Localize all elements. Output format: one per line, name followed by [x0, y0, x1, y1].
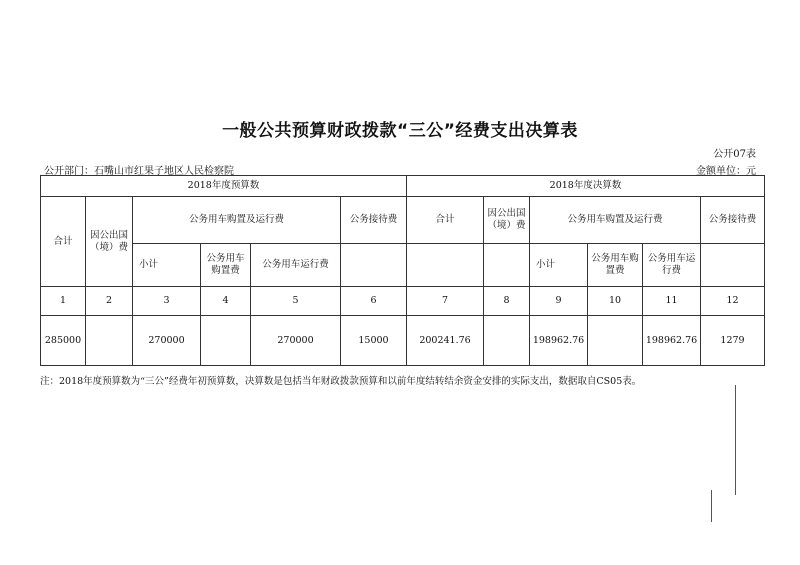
- margin-line: [735, 385, 736, 495]
- budget-subtotal-header: 小计: [133, 244, 201, 287]
- department-label: 公开部门：石嘴山市红果子地区人民检察院: [44, 166, 234, 177]
- column-number: 8: [484, 287, 530, 316]
- value-cell: 200241.76: [407, 316, 484, 366]
- footnote: 注：2018年度预算数为“三公”经费年初预算数，决算数是包括当年财政拨款预算和以前年度结转结余资金安排的实际支出，数据取自CS05表。: [40, 376, 642, 387]
- final-operation-header: 公务用车运行费: [643, 244, 701, 287]
- empty-cell: [484, 244, 530, 287]
- value-cell: 270000: [133, 316, 201, 366]
- margin-line: [711, 490, 712, 522]
- form-number: 公开07表: [713, 149, 756, 160]
- value-cell: 270000: [251, 316, 341, 366]
- final-group-header: 2018年度决算数: [407, 176, 765, 197]
- value-cell: [484, 316, 530, 366]
- column-number: 4: [201, 287, 251, 316]
- final-purchase-header: 公务用车购置费: [588, 244, 643, 287]
- value-cell: 1279: [701, 316, 765, 366]
- column-number: 9: [530, 287, 588, 316]
- column-number: 12: [701, 287, 765, 316]
- final-vehicle-header: 公务用车购置及运行费: [530, 197, 701, 244]
- column-number: 2: [86, 287, 133, 316]
- column-number: 10: [588, 287, 643, 316]
- budget-abroad-header: 因公出国（境）费: [86, 197, 133, 287]
- final-subtotal-header: 小计: [530, 244, 588, 287]
- budget-purchase-header: 公务用车购置费: [201, 244, 251, 287]
- amount-unit-label: 金额单位：元: [696, 166, 756, 177]
- column-number: 3: [133, 287, 201, 316]
- final-reception-header: 公务接待费: [701, 197, 765, 244]
- column-number: 1: [41, 287, 86, 316]
- final-total-header: 合计: [407, 197, 484, 244]
- table-row: [41, 316, 765, 366]
- value-cell: 285000: [41, 316, 86, 366]
- value-cell: [588, 316, 643, 366]
- page-title: 一般公共预算财政拨款“三公”经费支出决算表: [222, 121, 578, 141]
- budget-group-header: 2018年度预算数: [41, 176, 407, 197]
- column-number: 6: [341, 287, 407, 316]
- three-public-expenses-table: [40, 175, 765, 366]
- empty-cell: [407, 244, 484, 287]
- value-cell: [86, 316, 133, 366]
- column-number: 11: [643, 287, 701, 316]
- value-cell: 15000: [341, 316, 407, 366]
- final-abroad-header: 因公出国（境）费: [484, 197, 530, 244]
- column-number: 5: [251, 287, 341, 316]
- budget-total-header: 合计: [41, 197, 86, 287]
- value-cell: [201, 316, 251, 366]
- empty-cell: [341, 244, 407, 287]
- value-cell: 198962.76: [530, 316, 588, 366]
- empty-cell: [701, 244, 765, 287]
- budget-vehicle-header: 公务用车购置及运行费: [133, 197, 341, 244]
- value-cell: 198962.76: [643, 316, 701, 366]
- column-number: 7: [407, 287, 484, 316]
- budget-operation-header: 公务用车运行费: [251, 244, 341, 287]
- budget-reception-header: 公务接待费: [341, 197, 407, 244]
